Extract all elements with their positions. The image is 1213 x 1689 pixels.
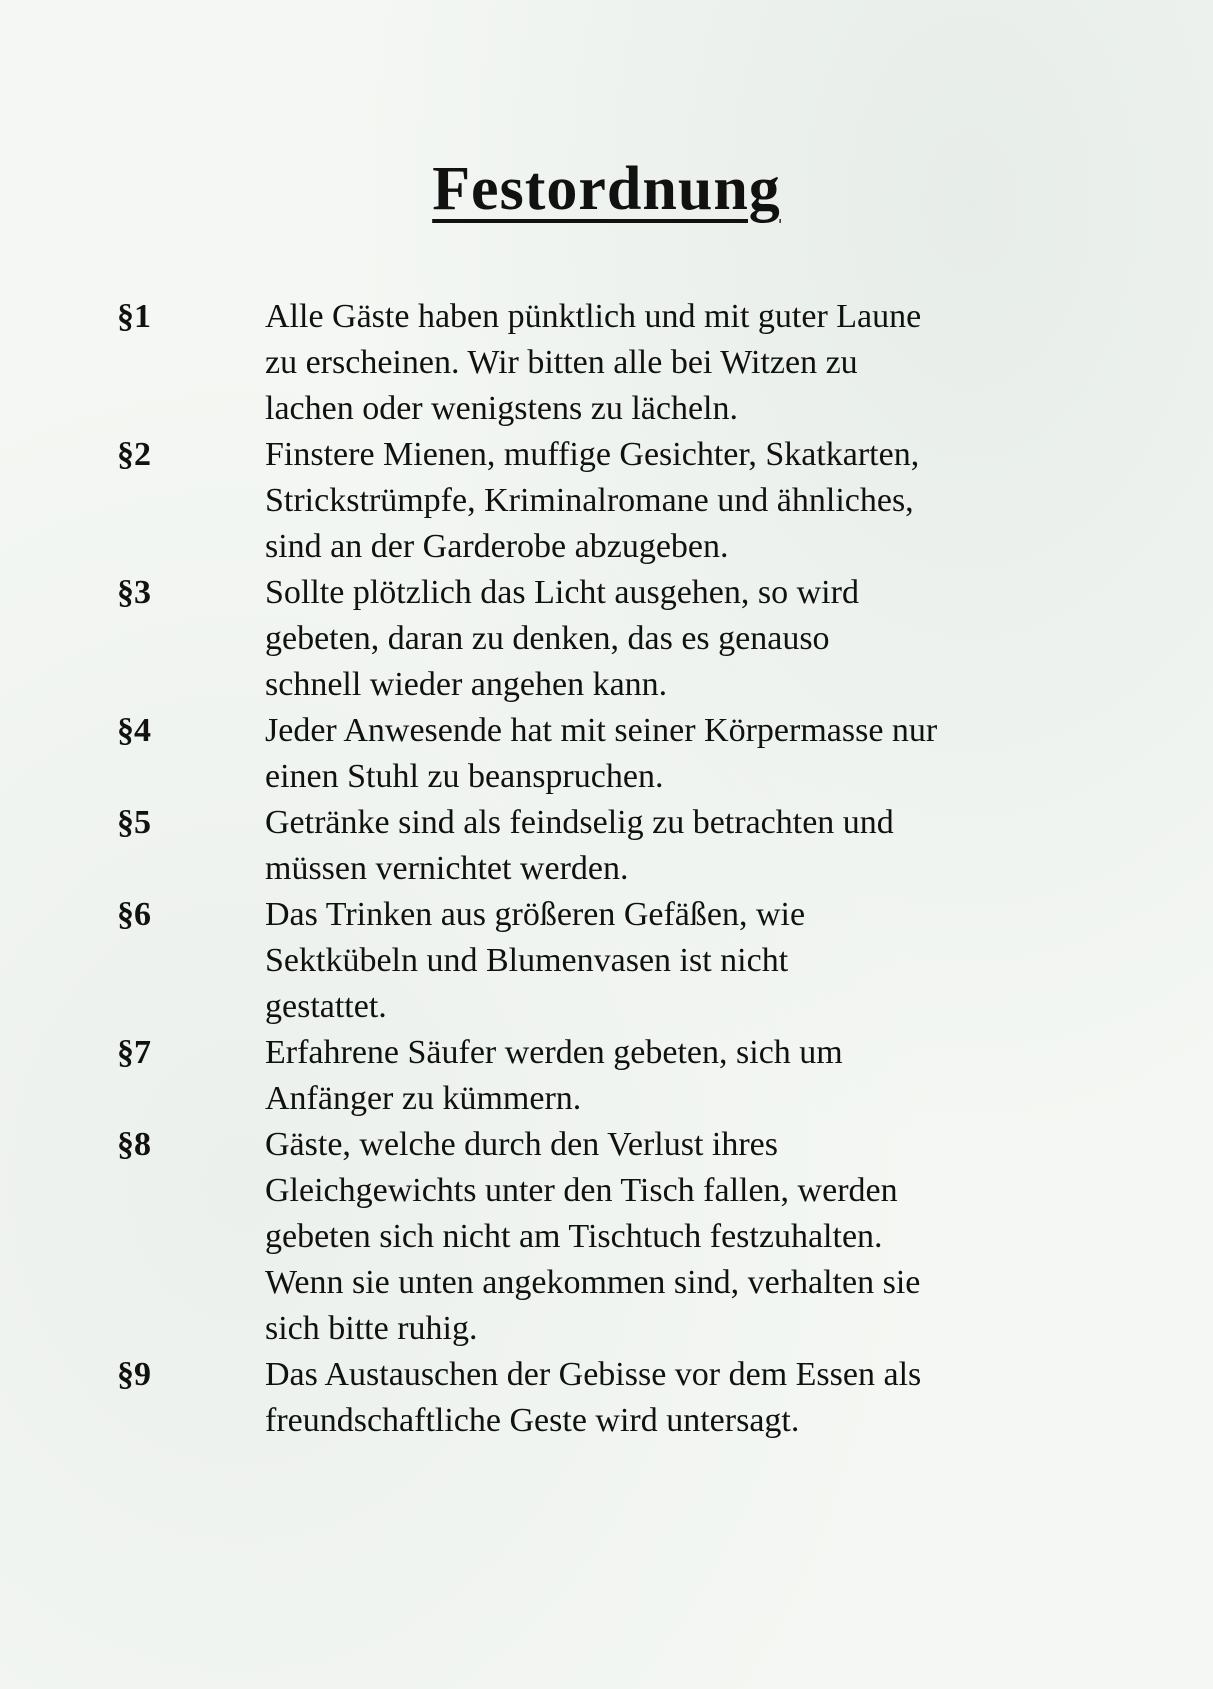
rule-number: §9 [117, 1356, 151, 1393]
title-text: Festordnung [432, 155, 781, 223]
rule-text: Finstere Mienen, muffige Gesichter, Skatkarten, Strickstrümpfe, Kriminalromane und ähnliches, sind an der Garderobe abzugeben. [265, 436, 920, 565]
rule-item [0, 1122, 1213, 1352]
rule-number: §6 [117, 896, 151, 933]
rule-number: §2 [117, 436, 151, 473]
rule-number: §7 [117, 1034, 151, 1071]
rule-text: Das Austauschen der Gebisse vor dem Essen als freundschaftliche Geste wird untersagt. [265, 1356, 922, 1439]
rule-item [0, 570, 1213, 708]
rule-number: §3 [117, 574, 151, 611]
rule-number: §5 [117, 804, 151, 841]
rule-item [0, 1030, 1213, 1122]
rule-item [0, 892, 1213, 1030]
rule-text: Jeder Anwesende hat mit seiner Körpermasse nur einen Stuhl zu beanspruchen. [265, 712, 938, 795]
rule-number: §1 [117, 298, 151, 335]
rule-text: Das Trinken aus größeren Gefäßen, wie Sektkübeln und Blumenvasen ist nicht gestattet. [265, 896, 806, 1025]
rule-text: Alle Gäste haben pünktlich und mit guter Laune zu erscheinen. Wir bitten alle bei Witzen zu lachen oder wenigstens zu lächeln. [265, 298, 922, 427]
rule-text: Getränke sind als feindselig zu betrachten und müssen vernichtet werden. [265, 804, 894, 887]
rule-text: Gäste, welche durch den Verlust ihres Gleichgewichts unter den Tisch fallen, werden gebeten sich nicht am Tischtuch festzuhalten. Wenn sie unten angekommen sind, verhalten sie sich bitte ruhig. [265, 1126, 921, 1347]
rule-item [0, 708, 1213, 800]
rule-number: §8 [117, 1126, 151, 1163]
rule-text: Sollte plötzlich das Licht ausgehen, so wird gebeten, daran zu denken, das es genauso schnell wieder angehen kann. [265, 574, 859, 703]
rule-item [0, 432, 1213, 570]
rule-item [0, 1352, 1213, 1444]
document-title [0, 155, 1213, 223]
rules-list [0, 294, 1213, 1444]
rule-item [0, 800, 1213, 892]
rule-item [0, 294, 1213, 432]
rule-number: §4 [117, 712, 151, 749]
rule-text: Erfahrene Säufer werden gebeten, sich um Anfänger zu kümmern. [265, 1034, 843, 1117]
